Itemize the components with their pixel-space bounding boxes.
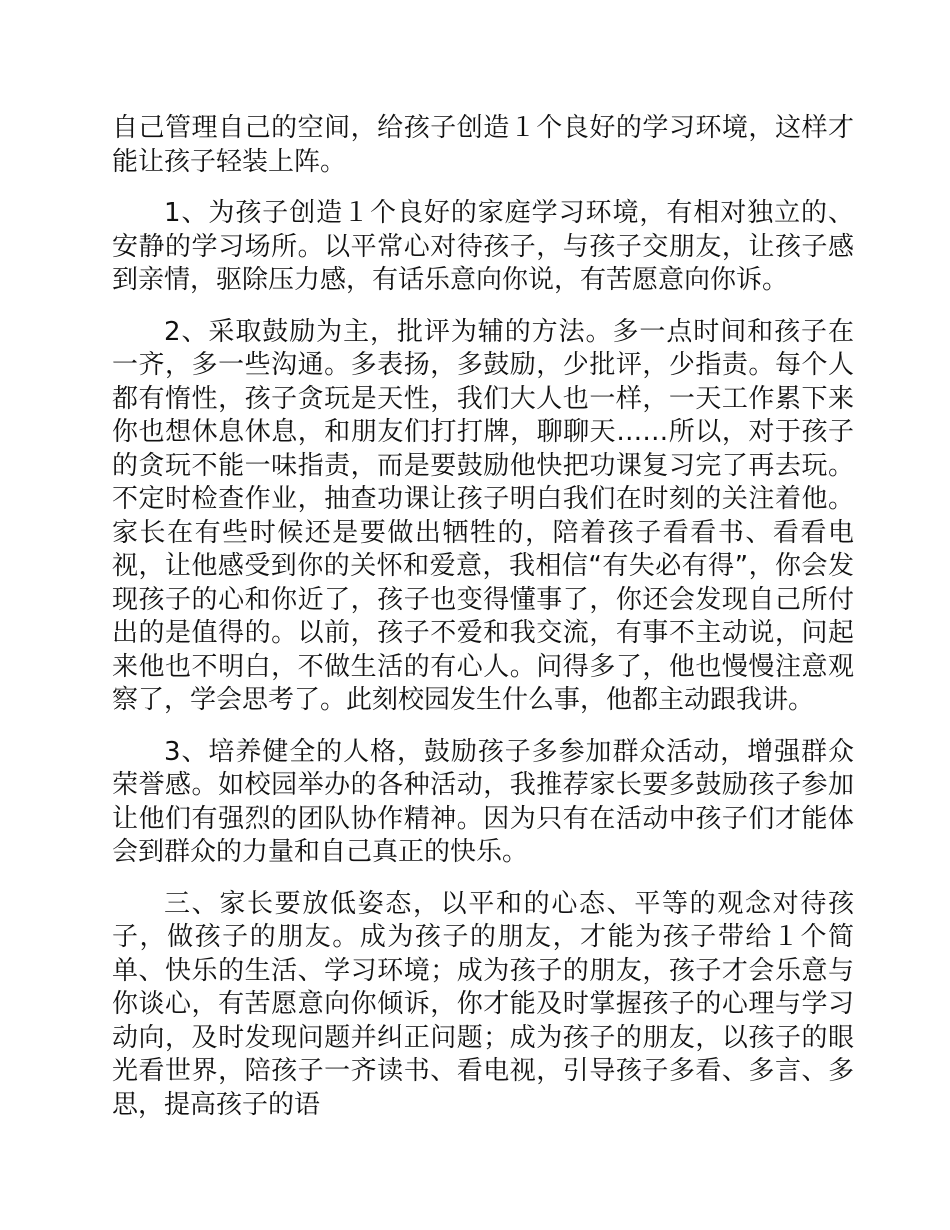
- paragraph-point-3: 3、培养健全的人格，鼓励孩子多参加群众活动，增强群众荣誉感。如校园举办的各种活动，我推荐家长要多鼓励孩子参加让他们有强烈的团队协作精神。因为只有在活动中孩子们才能体会到群众的力量和自己真正的快乐。: [112, 736, 854, 867]
- paragraph-continuation: 自己管理自己的空间，给孩子创造１个良好的学习环境，这样才能让孩子轻装上阵。: [112, 113, 854, 177]
- paragraph-point-1: 1、为孩子创造１个良好的家庭学习环境，有相对独立的、安静的学习场所。以平常心对待孩子，与孩子交朋友，让孩子感到亲情，驱除压力感，有话乐意向你说，有苦愿意向你诉。: [112, 198, 854, 295]
- document-body: [112, 112, 854, 1140]
- paragraph-point-2: 2、采取鼓励为主，批评为辅的方法。多一点时间和孩子在一齐，多一些沟通。多表扬，多鼓励，少批评，少指责。每个人都有惰性，孩子贪玩是天性，我们大人也一样，一天工作累下来你也想休息休息，和朋友们打打牌，聊聊天……所以，对于孩子的贪玩不能一味指责，而是要鼓励他快把功课复习完了再去玩。不定时检查作业，抽查功课让孩子明白我们在时刻的关注着他。家长在有些时候还是要做出牺牲的，陪着孩子看看书、看看电视，让他感受到你的关怀和爱意，我相信“有失必有得”，你会发现孩子的心和你近了，孩子也变得懂事了，你还会发现自己所付出的是值得的。以前，孩子不爱和我交流，有事不主动说，问起来他也不明白，不做生活的有心人。问得多了，他也慢慢注意观察了，学会思考了。此刻校园发生什么事，他都主动跟我讲。: [112, 316, 854, 715]
- paragraph-section-3: 三、家长要放低姿态，以平和的心态、平等的观念对待孩子，做孩子的朋友。成为孩子的朋友，才能为孩子带给１个简单、快乐的生活、学习环境；成为孩子的朋友，孩子才会乐意与你谈心，有苦愿意向你倾诉，你才能及时掌握孩子的心理与学习动向，及时发现问题并纠正问题；成为孩子的朋友，以孩子的眼光看世界，陪孩子一齐读书、看电视，引导孩子多看、多言、多思，提高孩子的语: [112, 888, 854, 1120]
